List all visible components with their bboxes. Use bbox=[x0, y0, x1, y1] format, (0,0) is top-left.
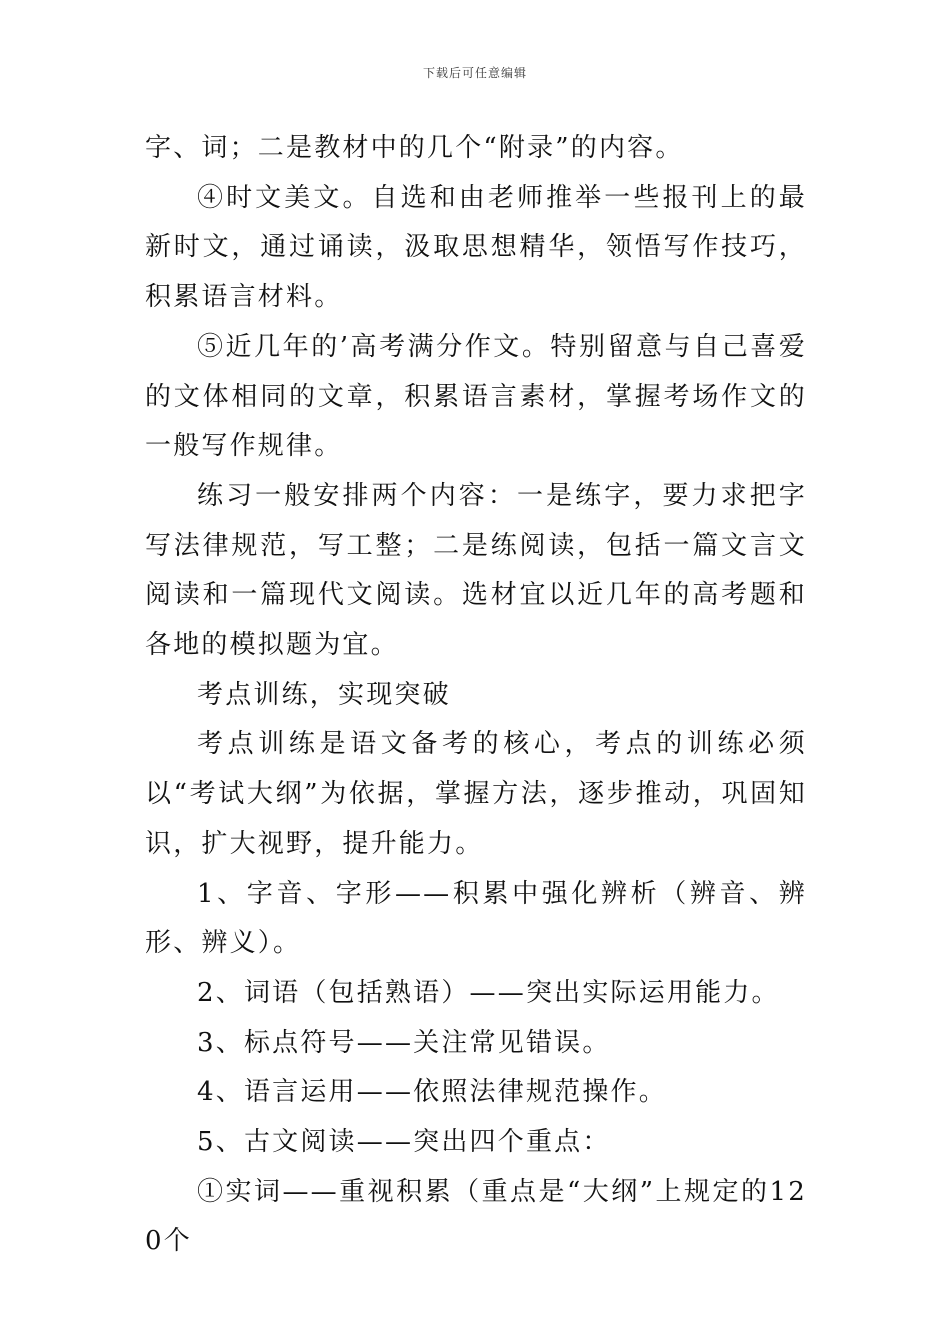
list-item: 5、古文阅读——突出四个重点： bbox=[197, 1127, 611, 1158]
list-item: 1、字音、字形——积累中强化辨析（辨音、辨形、辨义）。 bbox=[145, 878, 807, 959]
paragraph: 练习一般安排两个内容：一是练字，要力求把字写法律规范，写工整；二是练阅读，包括一篇文言文阅读和一篇现代文阅读。选材宜以近几年的高考题和各地的模拟题为宜。 bbox=[145, 480, 807, 661]
paragraph: 考点训练是语文备考的核心，考点的训练必须以“考试大纲”为依据，掌握方法，逐步推动，巩固知识，扩大视野，提升能力。 bbox=[145, 729, 807, 859]
section-heading: 考点训练，实现突破 bbox=[197, 679, 451, 710]
list-item: ①实词——重视积累（重点是“大纲”上规定的120个 bbox=[145, 1176, 807, 1257]
list-item: 2、词语（包括熟语）——突出实际运用能力。 bbox=[197, 977, 780, 1008]
page-header: 下载后可任意编辑 bbox=[422, 66, 527, 80]
paragraph: ⑤近几年的’高考满分作文。特别留意与自己喜爱的文体相同的文章，积累语言素材，掌握考场作文的一般写作规律。 bbox=[145, 331, 807, 462]
list-item: 3、标点符号——关注常见错误。 bbox=[197, 1027, 611, 1058]
paragraph: 字、词；二是教材中的几个“附录”的内容。 bbox=[145, 133, 684, 163]
list-item: 4、语言运用——依照法律规范操作。 bbox=[197, 1077, 667, 1108]
document-body bbox=[145, 124, 807, 1267]
paragraph: ④时文美文。自选和由老师推举一些报刊上的最新时文，通过诵读，汲取思想精华，领悟写作技巧，积累语言材料。 bbox=[145, 182, 807, 313]
